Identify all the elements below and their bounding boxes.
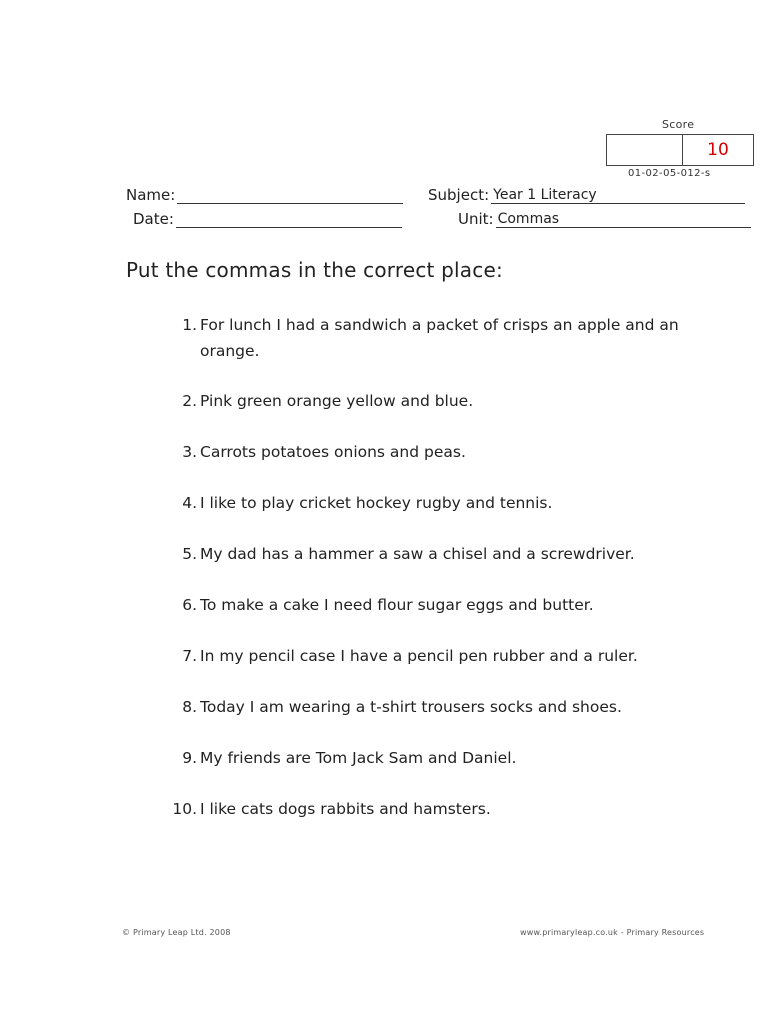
unit-field <box>458 210 751 228</box>
score-box <box>606 134 754 166</box>
subject-label: Subject: <box>428 186 490 204</box>
score-blank-cell <box>607 135 683 165</box>
question-number: 9. <box>182 749 197 767</box>
question-item <box>164 694 720 720</box>
name-field <box>126 186 403 204</box>
subject-value: Year 1 Literacy <box>491 187 745 204</box>
unit-label: Unit: <box>458 210 494 228</box>
question-text: Today I am wearing a t-shirt trousers socks and shoes. <box>200 698 622 716</box>
question-number: 2. <box>182 392 197 410</box>
unit-value: Commas <box>496 211 751 228</box>
question-number: 10. <box>172 800 197 818</box>
date-field <box>133 210 402 228</box>
question-item <box>164 745 720 771</box>
question-item <box>164 490 720 516</box>
question-item <box>164 643 720 669</box>
name-label: Name: <box>126 186 176 204</box>
question-item <box>164 541 720 567</box>
instruction-heading: Put the commas in the correct place: <box>126 258 503 282</box>
footer-copyright: © Primary Leap Ltd. 2008 <box>122 928 231 937</box>
question-text: My friends are Tom Jack Sam and Daniel. <box>200 749 517 767</box>
footer-website[interactable]: www.primaryleap.co.uk - Primary Resources <box>520 928 705 937</box>
question-item <box>164 592 720 618</box>
question-text: To make a cake I need flour sugar eggs and butter. <box>200 596 594 614</box>
question-number: 6. <box>182 596 197 614</box>
score-label: Score <box>662 118 695 131</box>
question-number: 7. <box>182 647 197 665</box>
question-item <box>164 439 720 465</box>
sheet-code: 01-02-05-012-s <box>628 168 711 179</box>
subject-field <box>428 186 745 204</box>
date-label: Date: <box>133 210 174 228</box>
question-number: 4. <box>182 494 197 512</box>
question-text: Carrots potatoes onions and peas. <box>200 443 466 461</box>
question-item <box>164 796 720 822</box>
question-number: 3. <box>182 443 197 461</box>
question-item <box>164 312 720 364</box>
question-text: In my pencil case I have a pencil pen rubber and a ruler. <box>200 647 638 665</box>
question-text: For lunch I had a sandwich a packet of crisps an apple and an orange. <box>200 316 679 360</box>
question-text: Pink green orange yellow and blue. <box>200 392 474 410</box>
score-value: 10 <box>707 140 729 160</box>
name-line[interactable] <box>177 187 403 204</box>
question-number: 8. <box>182 698 197 716</box>
question-number: 1. <box>182 316 197 334</box>
question-text: My dad has a hammer a saw a chisel and a screwdriver. <box>200 545 635 563</box>
question-number: 5. <box>182 545 197 563</box>
question-item <box>164 388 720 414</box>
question-text: I like to play cricket hockey rugby and tennis. <box>200 494 553 512</box>
question-text: I like cats dogs rabbits and hamsters. <box>200 800 491 818</box>
date-line[interactable] <box>176 211 402 228</box>
